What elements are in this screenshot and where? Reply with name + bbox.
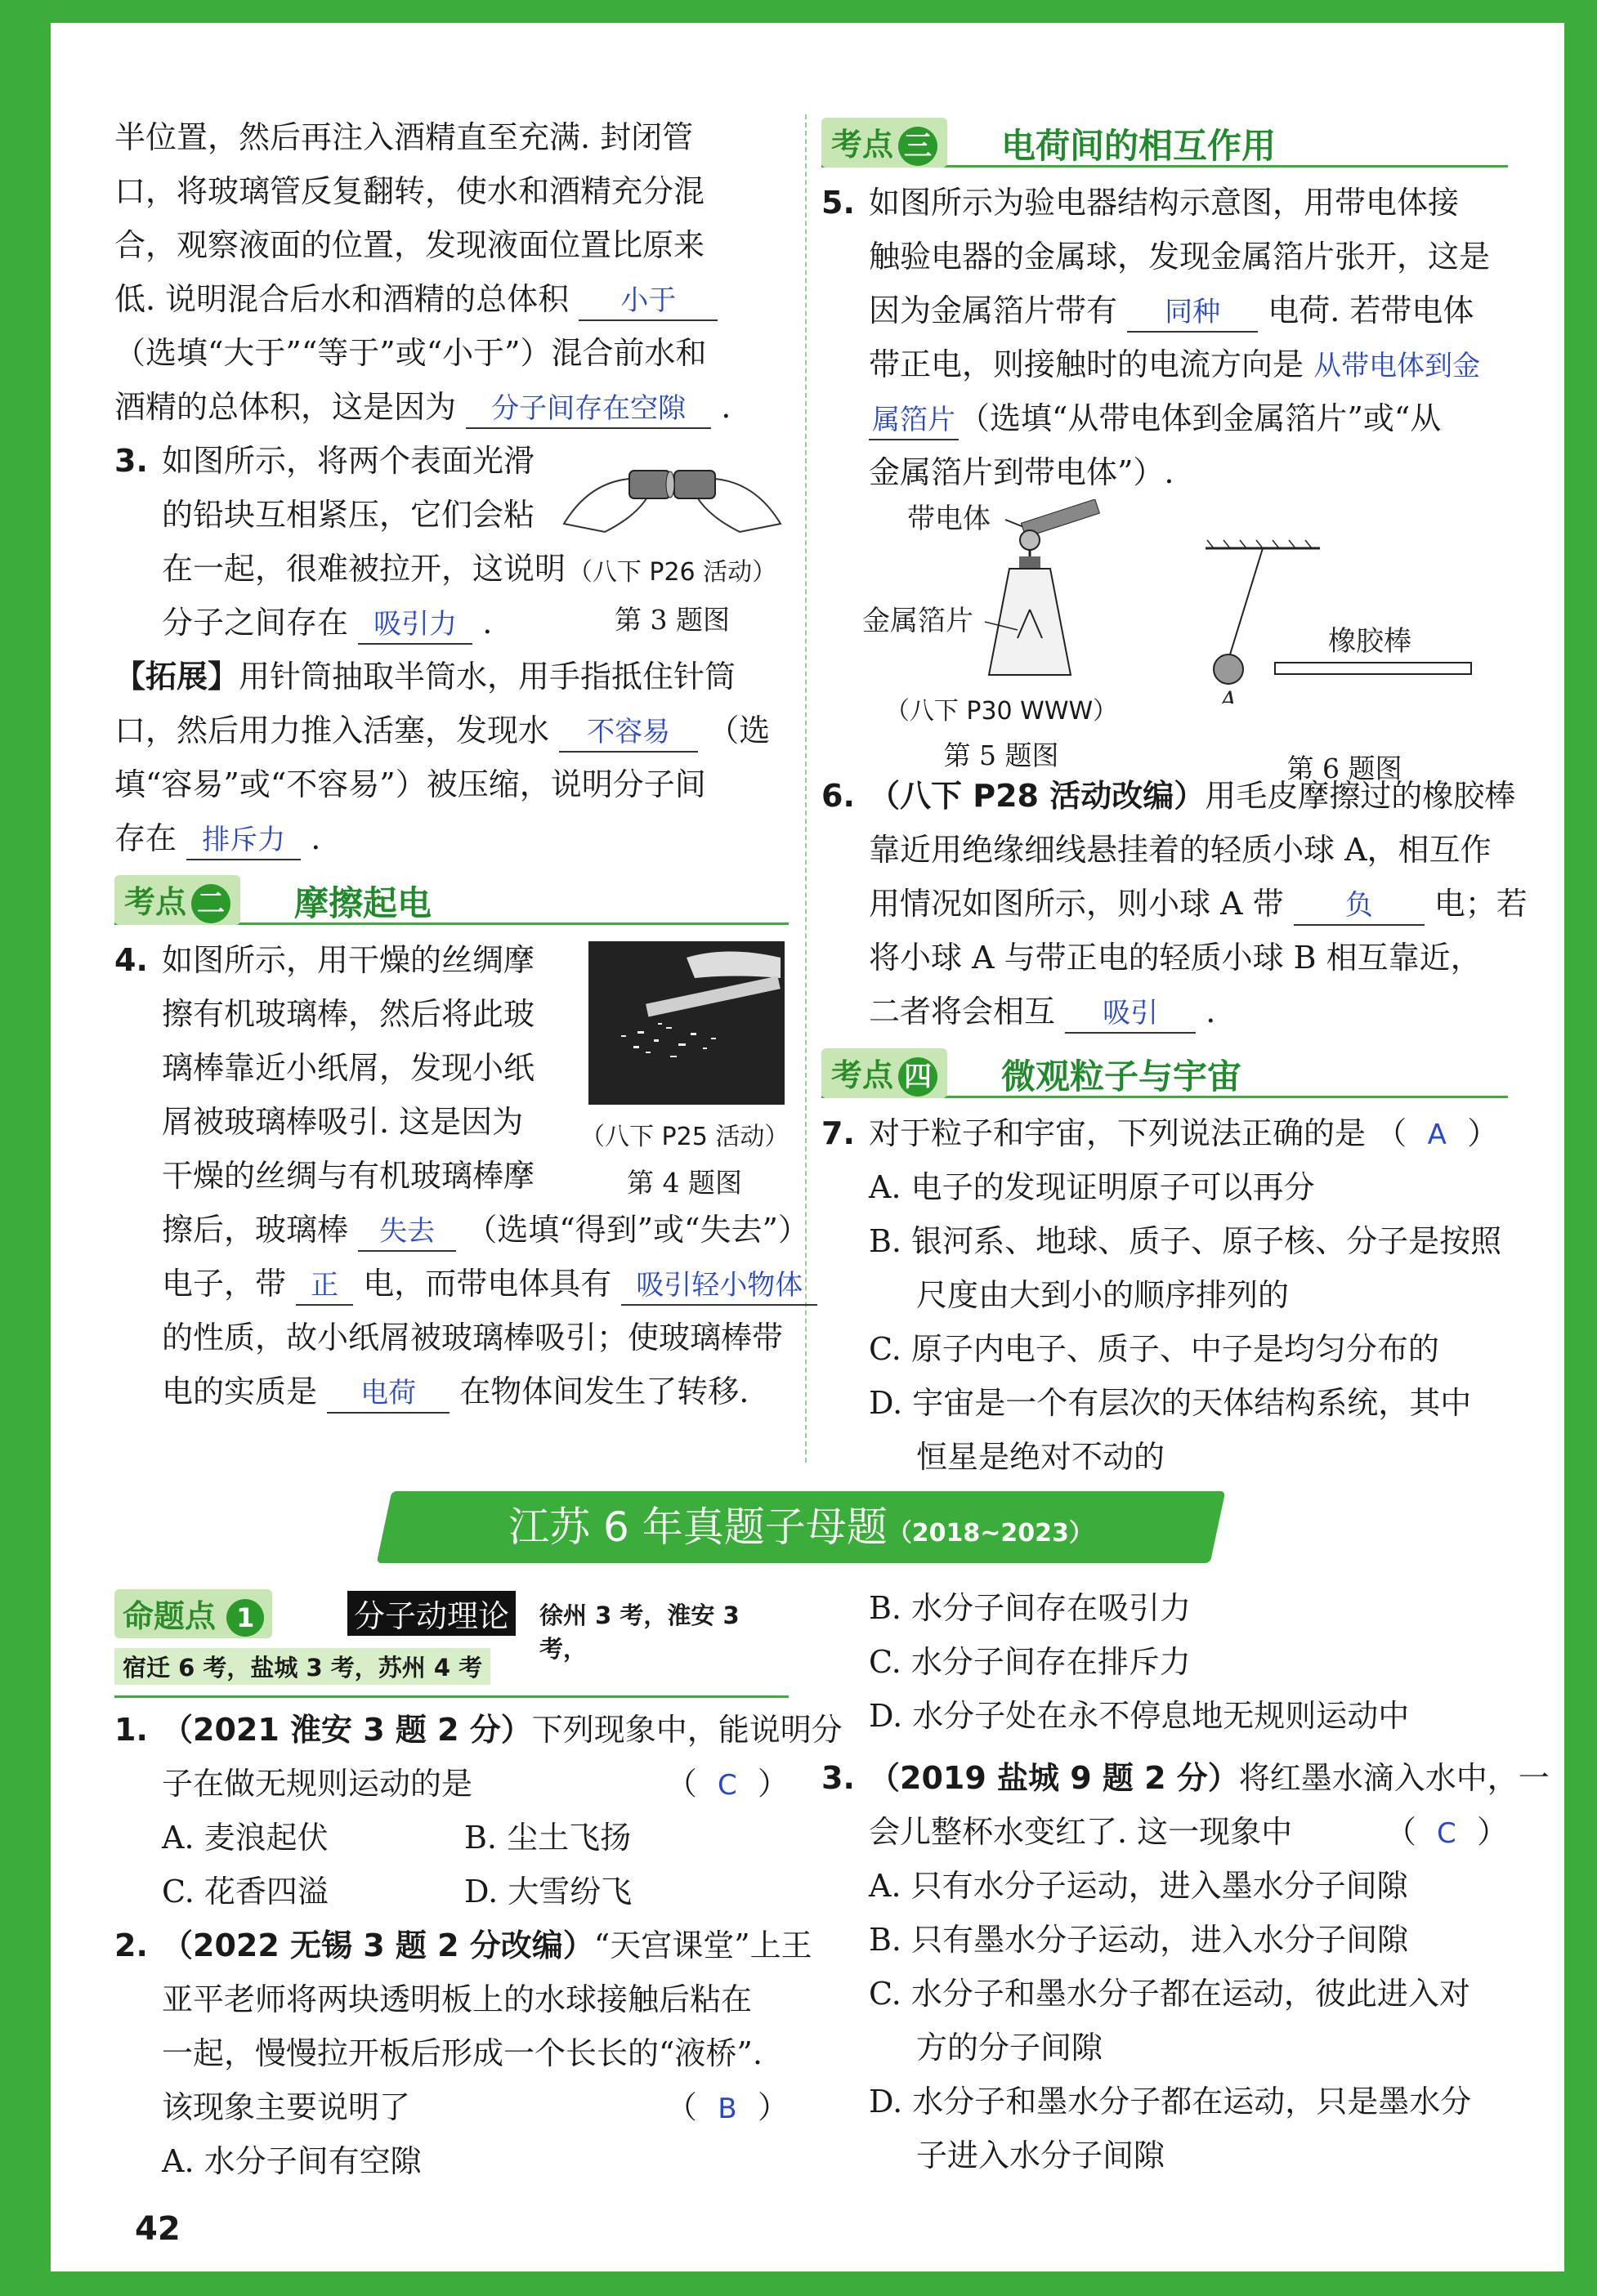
text-line xyxy=(114,1257,803,1311)
figure-caption: 第 4 题图 xyxy=(627,1167,742,1199)
figure-3 xyxy=(556,434,789,637)
banner-main: 江苏 6 年真题子母题 xyxy=(508,1503,888,1551)
answer-blank: 吸引轻小物体 xyxy=(621,1266,817,1306)
answer-blank: 吸引力 xyxy=(358,605,472,645)
text-line: 亚平老师将两块透明板上的水球接触后粘在 xyxy=(162,1981,753,2017)
text-span: 子在做无规则运动的是 xyxy=(162,1766,473,1802)
option-a: A. 只有水分子运动，进入墨水分子间隙 xyxy=(869,1868,1408,1904)
text-span: . xyxy=(721,389,731,425)
text-line: 触验电器的金属球，发现金属箔片张开，这是 xyxy=(869,239,1491,275)
topic-tag xyxy=(114,1589,272,1638)
option-d: D. 宇宙是一个有层次的天体结构系统，其中 xyxy=(869,1385,1472,1421)
option-d: D. 水分子处在永不停息地无规则运动中 xyxy=(869,1698,1410,1734)
option-b: B. 银河系、地球、质子、原子核、分子是按照 xyxy=(869,1223,1502,1259)
text-line xyxy=(114,1203,809,1257)
section-header-3 xyxy=(821,114,1508,168)
text-span: 电；若 xyxy=(1434,886,1528,922)
figure-caption: 第 6 题图 xyxy=(1286,753,1402,784)
answer-blank: 失去 xyxy=(358,1213,456,1252)
label-ball-a: A xyxy=(1220,686,1237,704)
text-span: 低. 说明混合后水和酒精的总体积 xyxy=(114,281,570,317)
text-span: . xyxy=(482,605,493,641)
question-number: 2. xyxy=(114,1927,148,1963)
text-line xyxy=(821,877,1528,931)
option-d-cont: 子进入水分子间隙 xyxy=(916,2137,1165,2173)
text-span: 分子之间存在 xyxy=(162,605,349,641)
text-span: 用毛皮摩擦过的橡胶棒 xyxy=(1205,778,1516,814)
topic-meta: 宿迁 6 考，盐城 3 考，苏州 4 考 xyxy=(114,1648,490,1685)
text-line xyxy=(114,1757,789,1811)
figure-caption: 第 5 题图 xyxy=(943,739,1059,771)
text-span: （选 xyxy=(708,712,771,748)
text-line xyxy=(114,272,789,326)
answer-paren: （ A ） xyxy=(1376,1115,1498,1151)
section-tag xyxy=(821,1048,947,1098)
answer-choice: B xyxy=(718,2093,737,2125)
topic-tag-label: 命题点 xyxy=(123,1598,217,1634)
text-line: 半位置，然后再注入酒精直至充满. 封闭管 xyxy=(114,119,694,155)
text-line xyxy=(821,391,1508,445)
section-tag-label: 考点 xyxy=(831,1057,894,1093)
text-line xyxy=(114,811,789,865)
option-c: C. 水分子间存在排斥力 xyxy=(869,1644,1191,1680)
figure-4 xyxy=(580,941,789,1200)
text-line xyxy=(114,380,789,434)
question-number: 1. xyxy=(114,1712,148,1748)
text-line: 屑被玻璃棒吸引. 这是因为 xyxy=(162,1104,524,1140)
answer-blank: 负 xyxy=(1294,887,1425,926)
figure-source: （八下 P25 活动） xyxy=(580,1123,790,1151)
text-line xyxy=(821,284,1508,337)
text-line xyxy=(114,650,789,704)
electroscope-illustration xyxy=(862,499,1140,687)
text-line: 合，观察液面的位置，发现液面位置比原来 xyxy=(114,227,705,263)
text-line xyxy=(114,1703,843,1757)
right-column xyxy=(821,114,1528,1484)
text-line: 璃棒靠近小纸屑，发现小纸 xyxy=(162,1050,535,1086)
section-tag-label: 考点 xyxy=(124,884,187,920)
option-a: A. 水分子间有空隙 xyxy=(162,2143,422,2179)
text-line: 的铅块互相紧压，它们会粘 xyxy=(162,497,535,533)
text-line: 口，将玻璃管反复翻转，使水和酒精充分混 xyxy=(114,173,705,209)
text-span: 因为金属箔片带有 xyxy=(869,293,1118,328)
answer-blank: 同种 xyxy=(1127,293,1258,333)
question-number: 3. xyxy=(821,1760,855,1796)
answer-blank: 吸引 xyxy=(1065,994,1196,1034)
text-span: 如图所示为验电器结构示意图，用带电体接 xyxy=(869,185,1460,221)
lead-blocks-hands-illustration xyxy=(556,434,789,548)
text-span: . xyxy=(311,820,321,856)
option-c-cont: 方的分子间隙 xyxy=(916,2030,1103,2066)
text-span: 用针筒抽取半筒水，用手指抵住针筒 xyxy=(239,659,736,695)
answer-blank: 正 xyxy=(296,1266,353,1306)
text-line xyxy=(821,1805,1508,1859)
section-number: 三 xyxy=(898,127,937,166)
section-tag xyxy=(821,118,947,168)
text-line xyxy=(821,337,1508,391)
figure-source: （八下 P26 活动） xyxy=(567,558,777,587)
page-number: 42 xyxy=(135,2210,181,2248)
text-span: 擦后，玻璃棒 xyxy=(162,1212,349,1248)
answer-choice: C xyxy=(718,1769,737,1802)
text-span: 二者将会相互 xyxy=(869,994,1056,1030)
question-source: （2022 无锡 3 题 2 分改编） xyxy=(162,1927,594,1963)
text-line: 擦有机玻璃棒，然后将此玻 xyxy=(162,996,535,1032)
option-c: C. 水分子和墨水分子都在运动，彼此进入对 xyxy=(869,1976,1470,2012)
section-header-2 xyxy=(114,872,789,925)
question-3 xyxy=(114,434,789,650)
text-span: 电子，带 xyxy=(162,1266,287,1302)
text-line: 靠近用绝缘细线悬挂着的轻质小球 A，相互作 xyxy=(869,832,1492,868)
section-title: 摩擦起电 xyxy=(294,883,432,923)
question-source: （2019 盐城 9 题 2 分） xyxy=(869,1760,1239,1796)
text-line xyxy=(821,176,1508,230)
question-source: （八下 P28 活动改编） xyxy=(869,778,1206,814)
option-c: C. 花香四溢 xyxy=(162,1874,329,1910)
text-span: 将红墨水滴入水中，一 xyxy=(1238,1760,1550,1796)
text-line xyxy=(821,985,1508,1039)
answer-choice: A xyxy=(1427,1119,1447,1151)
section-title: 电荷间的相互作用 xyxy=(1001,126,1277,166)
answer-paren: （ C ） xyxy=(666,1757,789,1811)
option-b-cont: 尺度由大到小的顺序排列的 xyxy=(916,1277,1290,1313)
text-line xyxy=(821,1106,1508,1160)
text-line: 填“容易”或“不容易”）被压缩，说明分子间 xyxy=(114,766,706,802)
text-span: 该现象主要说明了 xyxy=(162,2089,411,2125)
answer-choice: C xyxy=(1437,1817,1456,1850)
text-span: 存在 xyxy=(114,820,177,856)
answer-blank: 从带电体到金 xyxy=(1313,350,1481,382)
text-span: （选填“从带电体到金属箔片”或“从 xyxy=(959,400,1442,436)
figure-5 xyxy=(862,499,1140,773)
text-span: 酒精的总体积，这是因为 xyxy=(114,389,457,425)
figure-source: （八下 P30 WWW） xyxy=(884,697,1118,726)
topic-title: 分子动理论 xyxy=(347,1591,516,1636)
answer-blank: 属箔片 xyxy=(869,401,959,440)
bottom-right-column xyxy=(821,1581,1550,2182)
topic-header xyxy=(114,1589,789,1698)
text-line xyxy=(114,1365,789,1418)
option-row xyxy=(114,1865,789,1919)
section-tag-label: 考点 xyxy=(831,127,894,163)
text-span: 下列现象中，能说明分 xyxy=(531,1712,843,1748)
option-d-cont: 恒星是绝对不动的 xyxy=(916,1439,1165,1475)
text-span: （选填“得到”或“失去”） xyxy=(466,1212,809,1248)
text-line xyxy=(114,1919,812,1972)
option-b: B. 尘土飞扬 xyxy=(464,1820,632,1856)
option-a: A. 麦浪起伏 xyxy=(162,1820,329,1856)
text-line xyxy=(114,704,789,757)
text-span: 电，而带电体具有 xyxy=(363,1266,612,1302)
banner-years: （2018~2023） xyxy=(887,1519,1094,1548)
text-line: （选填“大于”“等于”或“小于”）混合前水和 xyxy=(114,335,707,371)
option-c: C. 原子内电子、质子、中子是均匀分布的 xyxy=(869,1331,1439,1367)
text-span: 会儿整杯水变红了. 这一现象中 xyxy=(869,1814,1293,1850)
option-a: A. 电子的发现证明原子可以再分 xyxy=(869,1169,1315,1205)
extension-label: 【拓展】 xyxy=(114,659,239,695)
section-title: 微观粒子与宇宙 xyxy=(1001,1056,1242,1097)
left-column xyxy=(114,110,809,1418)
text-line: 的性质，故小纸屑被玻璃棒吸引；使玻璃棒带 xyxy=(162,1320,784,1356)
figures-5-6 xyxy=(821,499,1508,784)
text-span: 电的实质是 xyxy=(162,1374,318,1409)
text-line: 干燥的丝绸与有机玻璃棒摩 xyxy=(162,1158,535,1194)
option-b: B. 水分子间存在吸引力 xyxy=(869,1590,1192,1626)
answer-paren: （ C ） xyxy=(1385,1805,1508,1859)
text-span: 电荷. 若带电体 xyxy=(1268,293,1474,328)
question-number: 3. xyxy=(114,443,148,479)
option-d: D. 水分子和墨水分子都在运动，只是墨水分 xyxy=(869,2084,1472,2120)
option-b: B. 只有墨水分子运动，进入水分子间隙 xyxy=(869,1922,1409,1958)
section-number: 二 xyxy=(191,884,230,923)
bottom-left-column xyxy=(114,1589,843,2188)
text-span: . xyxy=(1206,994,1216,1030)
answer-paren: （ B ） xyxy=(666,2080,789,2134)
text-line: 金属箔片到带电体”）. xyxy=(869,454,1174,490)
text-line: 一起，慢慢拉开板后形成一个长长的“液桥”. xyxy=(162,2035,763,2071)
answer-blank: 不容易 xyxy=(559,713,698,753)
section-header-4 xyxy=(821,1045,1508,1098)
section-tag xyxy=(114,875,240,925)
question-number: 4. xyxy=(114,942,148,978)
text-span: 对于粒子和宇宙，下列说法正确的是 xyxy=(869,1115,1367,1151)
text-line: 将小球 A 与带正电的轻质小球 B 相互靠近， xyxy=(869,940,1482,976)
question-4 xyxy=(114,933,809,1418)
text-span: 用情况如图所示，则小球 A 带 xyxy=(869,886,1284,922)
topic-number: 1 xyxy=(226,1599,264,1637)
question-number: 7. xyxy=(821,1115,855,1151)
question-number: 6. xyxy=(821,778,855,814)
text-span: 在物体间发生了转移. xyxy=(459,1374,749,1409)
text-span: 带正电，则接触时的电流方向是 xyxy=(869,346,1304,382)
topic-meta: 徐州 3 考，淮安 3 考， xyxy=(539,1601,740,1663)
text-line xyxy=(821,1751,1550,1805)
text-line: 在一起，很难被拉开，这说明 xyxy=(162,551,566,587)
answer-blank: 小于 xyxy=(579,282,718,321)
label-rubber-rod: 橡胶棒 xyxy=(1328,625,1411,658)
answer-blank: 分子间存在空隙 xyxy=(466,390,711,429)
figure-caption: 第 3 题图 xyxy=(615,604,730,636)
text-span: “天宫课堂”上王 xyxy=(593,1927,812,1963)
label-charged-body: 带电体 xyxy=(907,503,991,535)
text-span: 口，然后用力推入活塞，发现水 xyxy=(114,712,550,748)
option-d: D. 大雪纷飞 xyxy=(464,1874,633,1910)
question-number: 5. xyxy=(821,185,855,221)
pendulum-rod-illustration xyxy=(1206,532,1483,704)
banner-title xyxy=(384,1491,1218,1563)
figure-6 xyxy=(1206,532,1483,786)
glass-rod-paper-photo xyxy=(588,941,785,1105)
text-span: 如图所示，用干燥的丝绸摩 xyxy=(162,942,535,978)
text-line xyxy=(114,2080,789,2134)
question-source: （2021 淮安 3 题 2 分） xyxy=(162,1712,532,1748)
answer-blank: 电荷 xyxy=(327,1374,450,1414)
option-row xyxy=(114,1811,789,1865)
text-span: 如图所示，将两个表面光滑 xyxy=(162,443,535,479)
label-metal-foil: 金属箔片 xyxy=(862,605,973,637)
answer-blank: 排斥力 xyxy=(186,821,301,860)
section-number: 四 xyxy=(898,1057,937,1097)
